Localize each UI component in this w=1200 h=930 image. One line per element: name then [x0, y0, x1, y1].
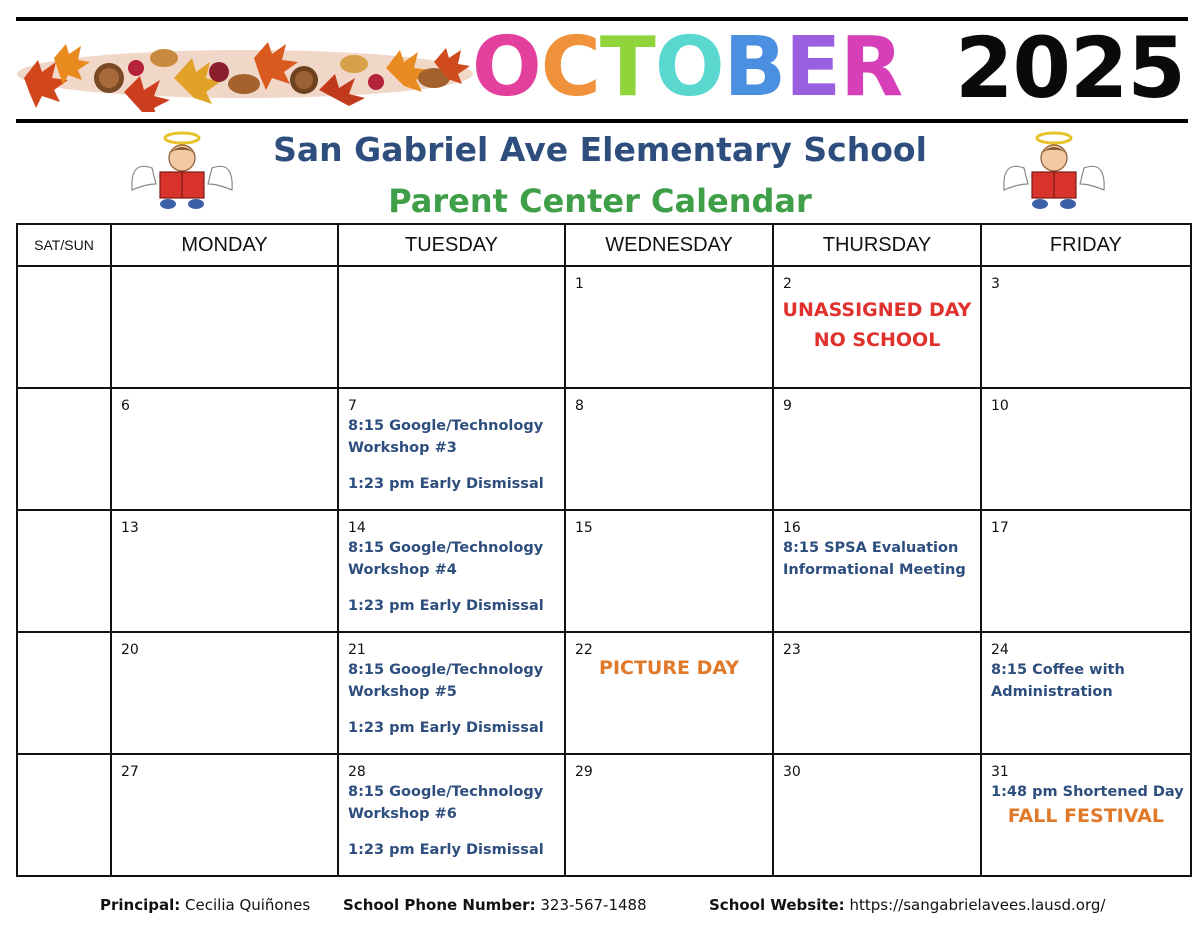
event-line: Administration — [991, 684, 1113, 700]
day-cell — [565, 510, 773, 632]
day-cell — [338, 632, 565, 754]
day-header-monday: MONDAY — [111, 224, 338, 266]
day-cell — [111, 388, 338, 510]
day-number: 22 — [575, 642, 593, 658]
day-cell — [338, 266, 565, 388]
day-cell — [773, 510, 981, 632]
day-number — [112, 267, 337, 275]
event-line: Workshop #3 — [348, 440, 457, 456]
day-number: 1 — [575, 276, 584, 292]
day-number: 3 — [991, 276, 1000, 292]
event-no-school: NO SCHOOL — [813, 329, 941, 351]
year-title: 2025 — [955, 19, 1185, 117]
month-letter: O — [654, 20, 724, 115]
month-letter: E — [785, 20, 841, 115]
day-number: 15 — [575, 520, 593, 536]
day-number: 8 — [575, 398, 584, 414]
day-number: 30 — [783, 764, 801, 780]
weekend-cell — [17, 754, 111, 876]
calendar-grid — [16, 223, 1192, 877]
day-number: 10 — [991, 398, 1009, 414]
footer-principal — [100, 896, 310, 914]
principal-name: Cecilia Quiñones — [185, 896, 311, 914]
day-number: 27 — [121, 764, 139, 780]
footer-phone — [343, 896, 647, 914]
day-cell — [565, 388, 773, 510]
day-number: 23 — [783, 642, 801, 658]
event-line: 8:15 Google/Technology — [348, 662, 544, 678]
day-cell — [338, 388, 565, 510]
month-letter: T — [599, 20, 655, 115]
day-cell — [111, 754, 338, 876]
day-header-friday: FRIDAY — [981, 224, 1191, 266]
website-url[interactable]: https://sangabrielavees.lausd.org/ — [849, 896, 1106, 914]
event-line: Workshop #4 — [348, 562, 457, 578]
day-cell — [773, 266, 981, 388]
day-number: 9 — [783, 398, 792, 414]
event-line: 1:23 pm Early Dismissal — [348, 842, 544, 858]
event-line: 8:15 Google/Technology — [348, 418, 544, 434]
day-cell — [981, 510, 1191, 632]
event-line: 1:23 pm Early Dismissal — [348, 598, 544, 614]
event-fall-festival: FALL FESTIVAL — [1007, 805, 1164, 827]
day-cell — [111, 510, 338, 632]
day-cell — [981, 754, 1191, 876]
week-row — [17, 754, 1191, 876]
footer — [0, 896, 1200, 918]
day-number: 14 — [348, 520, 366, 536]
calendar-header-row — [17, 224, 1191, 266]
day-number: 16 — [783, 520, 801, 536]
month-title — [472, 18, 902, 118]
month-letter: R — [840, 20, 903, 115]
day-cell — [565, 754, 773, 876]
autumn-leaves-banner — [14, 28, 476, 112]
day-cell — [773, 754, 981, 876]
day-cell — [111, 632, 338, 754]
event-picture-day: PICTURE DAY — [599, 657, 739, 679]
month-letter: O — [472, 20, 541, 115]
day-header-wednesday: WEDNESDAY — [565, 224, 773, 266]
bottom-rule — [16, 119, 1188, 123]
day-number: 31 — [991, 764, 1009, 780]
day-number: 2 — [783, 276, 792, 292]
day-number: 17 — [991, 520, 1009, 536]
weekend-cell — [17, 632, 111, 754]
reading-angel-icon — [1002, 130, 1106, 210]
day-header-thursday: THURSDAY — [773, 224, 981, 266]
event-line: 8:15 SPSA Evaluation — [783, 540, 959, 556]
day-number: 13 — [121, 520, 139, 536]
footer-website — [709, 896, 1105, 914]
day-cell — [111, 266, 338, 388]
day-cell — [981, 632, 1191, 754]
day-number: 24 — [991, 642, 1009, 658]
weekend-cell — [17, 266, 111, 388]
day-cell — [981, 266, 1191, 388]
week-row — [17, 266, 1191, 388]
weekend-header: SAT/SUN — [17, 224, 111, 266]
phone-number: 323-567-1488 — [540, 896, 647, 914]
day-cell — [565, 266, 773, 388]
day-cell — [981, 388, 1191, 510]
week-row — [17, 510, 1191, 632]
event-line: 1:23 pm Early Dismissal — [348, 720, 544, 736]
event-line: 1:48 pm Shortened Day — [991, 784, 1184, 800]
event-line: Workshop #5 — [348, 684, 457, 700]
day-cell — [773, 632, 981, 754]
day-cell — [338, 754, 565, 876]
event-unassigned-day: UNASSIGNED DAY — [782, 299, 972, 321]
day-number: 28 — [348, 764, 366, 780]
event-line: 8:15 Coffee with — [991, 662, 1125, 678]
month-letter: C — [540, 20, 600, 115]
day-cell — [565, 632, 773, 754]
day-cell — [338, 510, 565, 632]
day-number: 20 — [121, 642, 139, 658]
day-cell — [773, 388, 981, 510]
event-line: 8:15 Google/Technology — [348, 784, 544, 800]
weekend-cell — [17, 510, 111, 632]
calendar-subtitle: Parent Center Calendar — [388, 182, 812, 220]
day-header-tuesday: TUESDAY — [338, 224, 565, 266]
event-line: 8:15 Google/Technology — [348, 540, 544, 556]
day-number: 6 — [121, 398, 130, 414]
event-line: Informational Meeting — [783, 562, 966, 578]
day-number: 7 — [348, 398, 357, 414]
weekend-cell — [17, 388, 111, 510]
day-number — [339, 267, 564, 275]
event-line: Workshop #6 — [348, 806, 457, 822]
day-number: 29 — [575, 764, 593, 780]
event-line: 1:23 pm Early Dismissal — [348, 476, 544, 492]
phone-label: School Phone Number: — [343, 896, 536, 914]
month-letter: B — [723, 20, 786, 115]
principal-label: Principal: — [100, 896, 181, 914]
website-label: School Website: — [709, 896, 845, 914]
week-row — [17, 632, 1191, 754]
week-row — [17, 388, 1191, 510]
school-name: San Gabriel Ave Elementary School — [273, 130, 927, 169]
day-number: 21 — [348, 642, 366, 658]
